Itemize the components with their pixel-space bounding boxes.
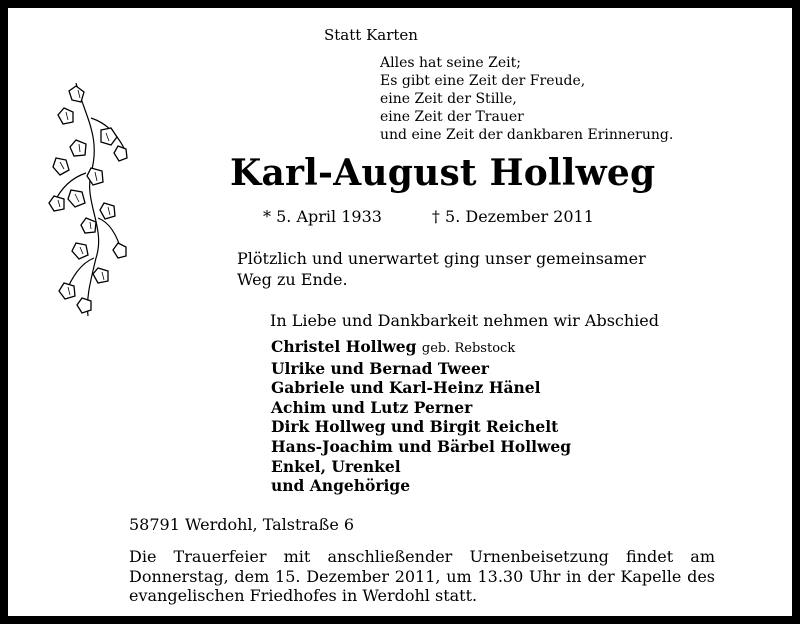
statt-karten-note: Statt Karten <box>324 26 418 44</box>
maiden-name: geb. Rebstock <box>421 341 516 356</box>
obituary-notice <box>8 8 792 616</box>
list-item: Dirk Hollweg und Birgit Reichelt <box>271 417 559 437</box>
poem-line: Es gibt eine Zeit der Freude, <box>380 73 586 89</box>
poem-line: eine Zeit der Trauer <box>380 109 524 125</box>
poem-line: eine Zeit der Stille, <box>380 91 517 107</box>
life-dates <box>263 207 594 226</box>
list-item: Achim und Lutz Perner <box>271 397 473 417</box>
mourner-name: Christel Hollweg <box>271 337 417 356</box>
death-date: † 5. Dezember 2011 <box>431 207 594 226</box>
poem-line: und eine Zeit der dankbaren Erinnerung. <box>380 127 674 143</box>
list-item: und Angehörige <box>271 476 411 496</box>
sentence-text: Plötzlich und unerwartet ging unser gemeinsamer Weg zu Ende. <box>237 249 646 289</box>
ceremony-info: Die Trauerfeier mit anschließender Urnenbeisetzung findet am Donnerstag, dem 15. Dezember 2011, um 13.30 Uhr in der Kapelle des evangelischen Friedhofes in Werdohl statt. <box>129 547 715 605</box>
list-item: Enkel, Urenkel <box>271 456 401 476</box>
poem-block <box>380 54 673 144</box>
list-item: Ulrike und Bernad Tweer <box>271 358 489 378</box>
birth-date: * 5. April 1933 <box>263 207 382 226</box>
list-item: Hans-Joachim und Bärbel Hollweg <box>271 436 572 456</box>
deceased-name: Karl-August Hollweg <box>230 152 656 194</box>
list-item: Gabriele und Karl-Heinz Hänel <box>271 378 541 398</box>
address-line: 58791 Werdohl, Talstraße 6 <box>129 515 355 534</box>
mourners-list <box>271 337 571 496</box>
ivy-branch-icon <box>46 78 132 318</box>
farewell-line: In Liebe und Dankbarkeit nehmen wir Abschied <box>270 311 660 330</box>
list-item <box>271 337 571 359</box>
poem-line: Alles hat seine Zeit; <box>380 55 521 71</box>
